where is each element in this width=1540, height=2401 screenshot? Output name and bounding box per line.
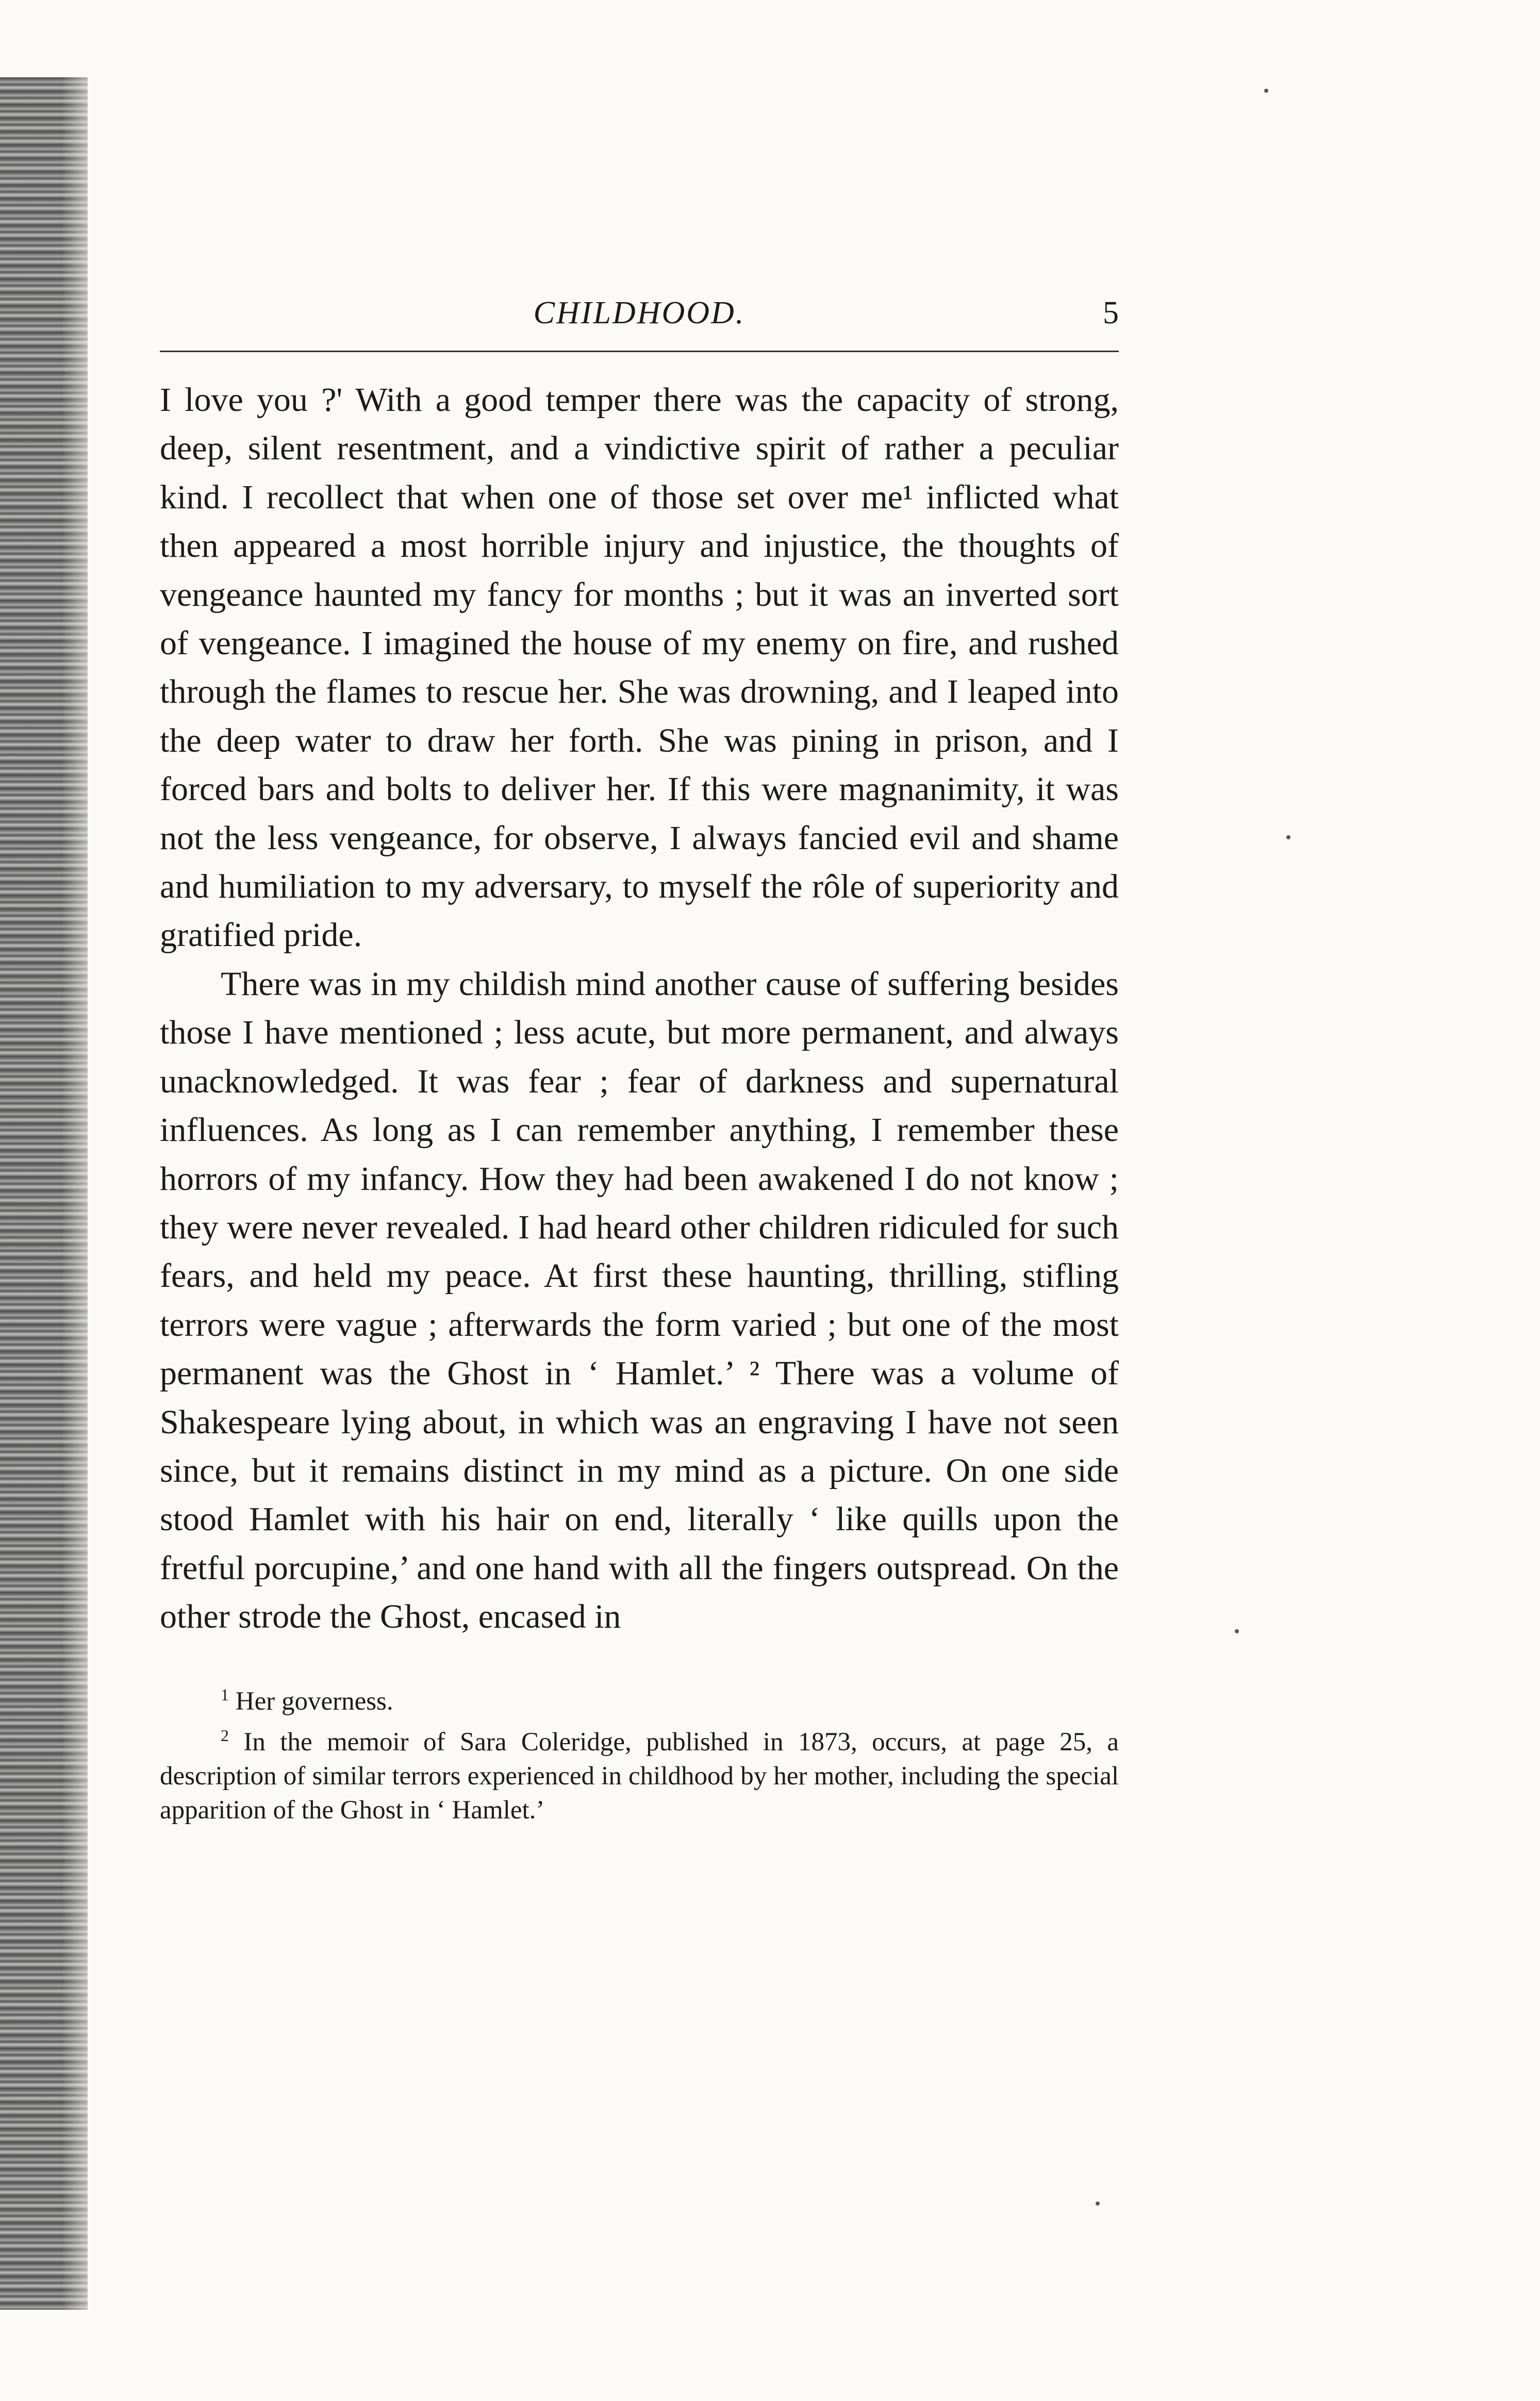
binding-shadow <box>62 77 108 2310</box>
running-head: CHILDHOOD. <box>533 295 746 330</box>
scan-speck <box>1264 89 1268 93</box>
scan-speck <box>1235 1629 1239 1633</box>
scan-speck <box>1286 835 1290 839</box>
footnote-marker: 2 <box>221 1726 229 1745</box>
footnotes <box>160 1678 1119 1827</box>
paragraph: There was in my childish mind another cause of suffering besides those I have mentioned ; less acute, but more permanent, and always unacknowledged. It was fear ; fear of darkness and supernatural influences. As long as I can remember anything, I remember these horrors of my infancy. How they had been awakened I do not know ; they were never revealed. I had heard other children ridiculed for such fears, and held my peace. At first these haunting, thrilling, stifling terrors were vague ; afterwards the form varied ; but one of the most permanent was the Ghost in ‘ Hamlet.’ ² There was a volume of Shakespeare lying about, in which was an engraving I have not seen since, but it remains distinct in my mind as a picture. On one side stood Hamlet with his hair on end, literally ‘ like quills upon the fretful porcupine,’ and one hand with all the fingers outspread. On the other strode the Ghost, encased in <box>160 965 1119 1636</box>
body-text <box>160 376 1119 1642</box>
page-number: 5 <box>1103 295 1119 330</box>
footnote-marker: 1 <box>221 1685 229 1704</box>
page-header <box>160 289 1119 352</box>
paragraph: I love you ?' With a good temper there was the capacity of strong, deep, silent resentment, and a vindictive spirit of rather a peculiar kind. I recollect that when one of those set over me¹ inflicted what then appeared a most horrible injury and injustice, the thoughts of vengeance haunted my fancy for months ; but it was an inverted sort of vengeance. I imagined the house of my enemy on fire, and rushed through the flames to rescue her. She was drowning, and I leaped into the deep water to draw her forth. She was pining in prison, and I forced bars and bolts to deliver her. If this were magnanimity, it was not the less vengeance, for observe, I always fancied evil and shame and humiliation to my adversary, to myself the rôle of superiority and gratified pride. <box>160 381 1119 954</box>
footnote <box>160 1718 1119 1827</box>
footnote-text: In the memoir of Sara Coleridge, published in 1873, occurs, at page 25, a description of similar terrors experienced in childhood by her mother, including the special apparition of the Ghost in ‘ Hamlet.’ <box>160 1727 1119 1825</box>
scan-speck <box>1096 2201 1100 2206</box>
footnote <box>160 1678 1119 1718</box>
footnote-text: Her governess. <box>235 1686 393 1716</box>
book-page <box>160 289 1119 1827</box>
